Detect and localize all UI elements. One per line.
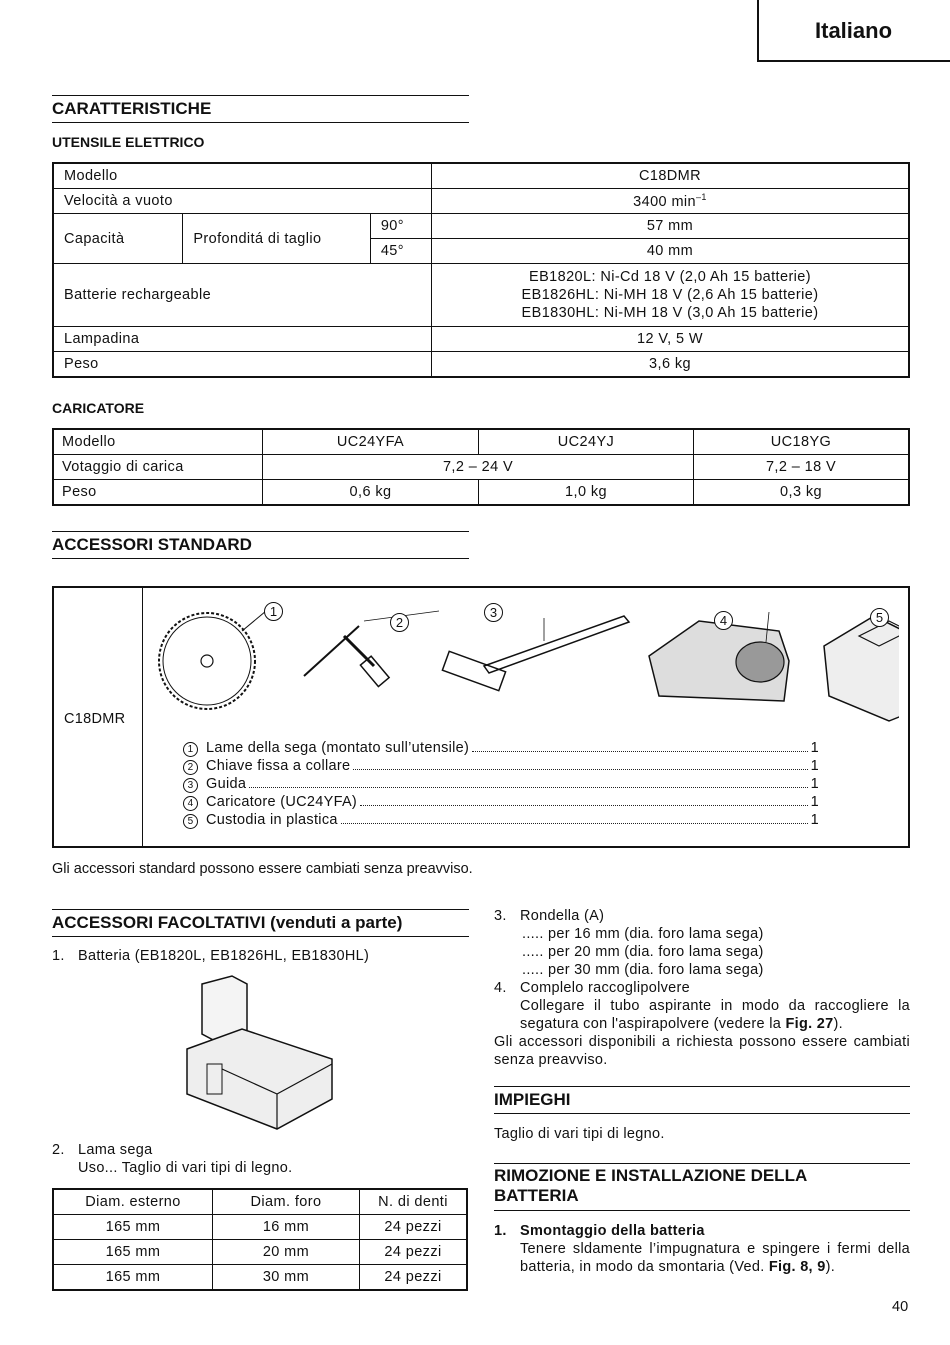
spec-value: 3,6 kg <box>432 352 910 378</box>
section-heading-accessori-facoltativi: ACCESSORI FACOLTATIVI (venduti a parte) <box>52 909 469 937</box>
optional-item-2: 2. Lama sega <box>52 1142 153 1158</box>
step-text: Tenere sldamente l’impugnatura e spingere i fermi della batteria, in modo da smontaria (Ved. Fig. 8, 9). <box>520 1241 910 1275</box>
spec-label: Velocità a vuoto <box>53 189 432 214</box>
divider <box>494 1210 910 1211</box>
saw-blade-icon <box>159 611 266 709</box>
spec-label: Modello <box>53 163 432 189</box>
accessories-list <box>183 739 819 829</box>
spec-value: 0,6 kg <box>263 480 479 506</box>
spec-label: Capacità <box>53 214 183 264</box>
subheading-caricatore: CARICATORE <box>52 400 145 416</box>
charger-model: UC24YJ <box>479 429 694 455</box>
spec-value: 3400 $\min^{-1}$ <box>432 189 910 214</box>
blade-table-cell: 24 pezzi <box>360 1240 468 1265</box>
section-heading-accessori-standard: ACCESSORI STANDARD <box>52 531 469 559</box>
charger-model: UC24YFA <box>263 429 479 455</box>
blade-table <box>52 1188 468 1291</box>
list-item: 3 Guida 1 <box>183 775 819 793</box>
tool-spec-table <box>52 162 910 378</box>
spec-label: Peso <box>53 352 432 378</box>
divider <box>494 1163 910 1164</box>
angle-label: 45° <box>370 239 431 264</box>
callout-2: 2 <box>390 613 409 632</box>
optional-item-3: 3. Rondella (A) <box>494 908 605 924</box>
spec-value: 12 V, 5 W <box>432 327 910 352</box>
page-number: 40 <box>892 1299 909 1315</box>
spec-label: Votaggio di carica <box>53 455 263 480</box>
spec-label: Modello <box>53 429 263 455</box>
blade-table-header: Diam. foro <box>213 1189 360 1215</box>
callout-3: 3 <box>484 603 503 622</box>
list-item: 5 Custodia in plastica 1 <box>183 811 819 829</box>
angle-label: 90° <box>370 214 431 239</box>
washer-line: ..... per 30 mm (dia. foro lama sega) <box>522 962 764 978</box>
optional-item-2-use: Uso... Taglio di vari tipi di legno. <box>78 1160 293 1176</box>
list-item: 2 Chiave fissa a collare 1 <box>183 757 819 775</box>
optional-item-4-text: Collegare il tubo aspirante in modo da raccogliere la segatura con l'aspirapolvere (vedere la Fig. 27). <box>520 998 910 1032</box>
washer-line: ..... per 16 mm (dia. foro lama sega) <box>522 926 764 942</box>
blade-table-header: Diam. esterno <box>53 1189 213 1215</box>
battery-icon <box>182 974 337 1134</box>
spec-value-batteries: EB1820L: Ni-Cd 18 V (2,0 Ah 15 batterie) EB1826HL: Ni-MH 18 V (2,6 Ah 15 batterie) EB1830HL: Ni-MH 18 V (3,0 Ah 15 batterie) <box>432 264 910 327</box>
divider <box>142 588 143 846</box>
optional-item-1: 1. Batteria (EB1820L, EB1826HL, EB1830HL) <box>52 948 370 964</box>
spec-label: Profonditá di taglio <box>183 214 370 264</box>
language-label: Italiano <box>815 18 893 43</box>
section-heading-rimozione: RIMOZIONE E INSTALLAZIONE DELLA BATTERIA <box>494 1166 808 1205</box>
optional-right-column <box>494 907 910 1069</box>
spec-value: 0,3 kg <box>694 480 910 506</box>
blade-table-cell: 165 mm <box>53 1240 213 1265</box>
optional-note: Gli accessori disponibili a richiesta possono essere cambiati senza preavviso. <box>494 1034 910 1068</box>
blade-table-cell: 24 pezzi <box>360 1265 468 1291</box>
standard-accessories-note: Gli accessori standard possono essere cambiati senza preavviso. <box>52 861 473 877</box>
blade-table-cell: 16 mm <box>213 1215 360 1240</box>
blade-table-cell: 20 mm <box>213 1240 360 1265</box>
callout-1: 1 <box>264 602 283 621</box>
accessories-model: C18DMR <box>64 711 126 727</box>
plastic-case-icon <box>824 614 899 721</box>
callout-4: 4 <box>714 611 733 630</box>
section-heading-impieghi: IMPIEGHI <box>494 1086 910 1114</box>
subheading-utensile: UTENSILE ELETTRICO <box>52 134 205 150</box>
language-tab <box>757 0 950 62</box>
impieghi-text: Taglio di vari tipi di legno. <box>494 1126 665 1142</box>
blade-table-cell: 165 mm <box>53 1215 213 1240</box>
spec-value: 40 mm <box>432 239 910 264</box>
standard-accessories-box <box>52 586 910 848</box>
section-heading-caratteristiche: CARATTERISTICHE <box>52 95 469 123</box>
callout-5: 5 <box>870 608 889 627</box>
spec-value: C18DMR <box>432 163 910 189</box>
blade-table-header: N. di denti <box>360 1189 468 1215</box>
accessories-illustration <box>154 606 899 726</box>
optional-item-4: 4. Complelo raccoglipolvere <box>494 980 690 996</box>
spec-label: Peso <box>53 480 263 506</box>
spec-label: Batterie rechargeable <box>53 264 432 327</box>
spec-value: 1,0 kg <box>479 480 694 506</box>
list-item: 4 Caricatore (UC24YFA) 1 <box>183 793 819 811</box>
blade-table-cell: 30 mm <box>213 1265 360 1291</box>
guide-icon <box>442 616 629 691</box>
rimozione-step <box>494 1222 910 1276</box>
spec-label: Lampadina <box>53 327 432 352</box>
spec-value: 7,2 – 18 V <box>694 455 910 480</box>
blade-table-cell: 165 mm <box>53 1265 213 1291</box>
spec-value: 7,2 – 24 V <box>263 455 694 480</box>
washer-line: ..... per 20 mm (dia. foro lama sega) <box>522 944 764 960</box>
spec-value: 57 mm <box>432 214 910 239</box>
charger-model: UC18YG <box>694 429 910 455</box>
wrench-icon <box>304 611 439 687</box>
step-title: 1. Smontaggio della batteria <box>494 1223 705 1239</box>
list-item: 1 Lame della sega (montato sull’utensile) 1 <box>183 739 819 757</box>
blade-table-cell: 24 pezzi <box>360 1215 468 1240</box>
charger-spec-table <box>52 428 910 506</box>
